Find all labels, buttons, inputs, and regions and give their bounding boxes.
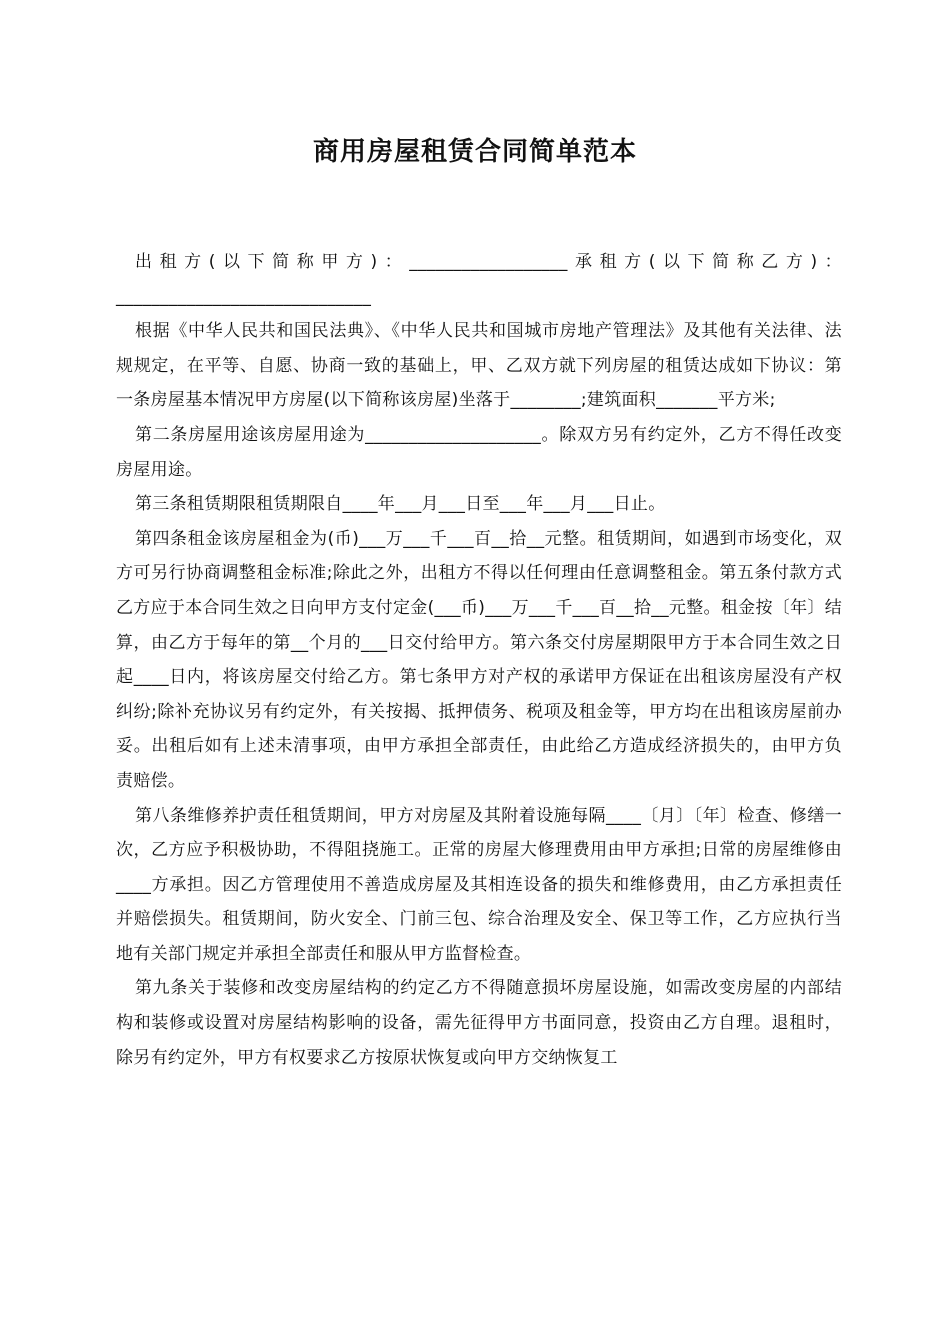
page-title: 商用房屋租赁合同简单范本 [312,137,637,167]
paragraph-article-9: 第九条关于装修和改变房屋结构的约定乙方不得随意损坏房屋设施，如需改变房屋的内部结构和装修或设置对房屋结构影响的设备，需先征得甲方书面同意，投资由乙方自理。退租时，除另有约定外，甲方有权要求乙方按原状恢复或向甲方交纳恢复工 [116,978,842,1068]
paragraph-article-8: 第八条维修养护责任租赁期间，甲方对房屋及其附着设施每隔____〔月〕〔年〕检查、修缮一次，乙方应予积极协助，不得阻挠施工。正常的房屋大修理费用由甲方承担;日常的房屋维修由____方承担。因乙方管理使用不善造成房屋及其相连设备的损失和维修费用，由乙方承担责任并赔偿损失。租赁期间，防火安全、门前三包、综合治理及安全、保卫等工作，乙方应执行当地有关部门规定并承担全部责任和服从甲方监督检查。 [116,805,842,964]
paragraph-preamble: 根据《中华人民共和国民法典》、《中华人民共和国城市房地产管理法》及其他有关法律、法规规定，在平等、自愿、协商一致的基础上，甲、乙双方就下列房屋的租赁达成如下协议：第一条房屋基本情况甲方房屋(以下简称该房屋)坐落于________;建筑面积_______平方米; [116,321,842,411]
paragraph-article-4-7: 第四条租金该房屋租金为(币)___万___千___百__拾__元整。租赁期间，如遇到市场变化，双方可另行协商调整租金标准;除此之外，出租方不得以任何理由任意调整租金。第五条付款方式乙方应于本合同生效之日向甲方支付定金(___币)___万___千___百__拾__元整。租金按〔年〕结算，由乙方于每年的第__个月的___日交付给甲方。第六条交付房屋期限甲方于本合同生效之日起____日内，将该房屋交付给乙方。第七条甲方对产权的承诺甲方保证在出租该房屋没有产权纠纷;除补充协议另有约定外，有关按揭、抵押债务、税项及租金等，甲方均在出租该房屋前办妥。出租后如有上述未清事项，由甲方承担全部责任，由此给乙方造成经济损失的，由甲方负责赔偿。 [116,528,842,791]
paragraph-article-2: 第二条房屋用途该房屋用途为____________________。除双方另有约定外，乙方不得任改变房屋用途。 [116,424,842,480]
paragraph-parties: 出租方(以下简称甲方)：__________________承租方(以下简称乙方)：_____________________________ [116,252,842,307]
paragraph-article-3: 第三条租赁期限租赁期限自____年___月___日至___年___月___日止。 [135,494,666,515]
contract-body [116,245,842,1075]
